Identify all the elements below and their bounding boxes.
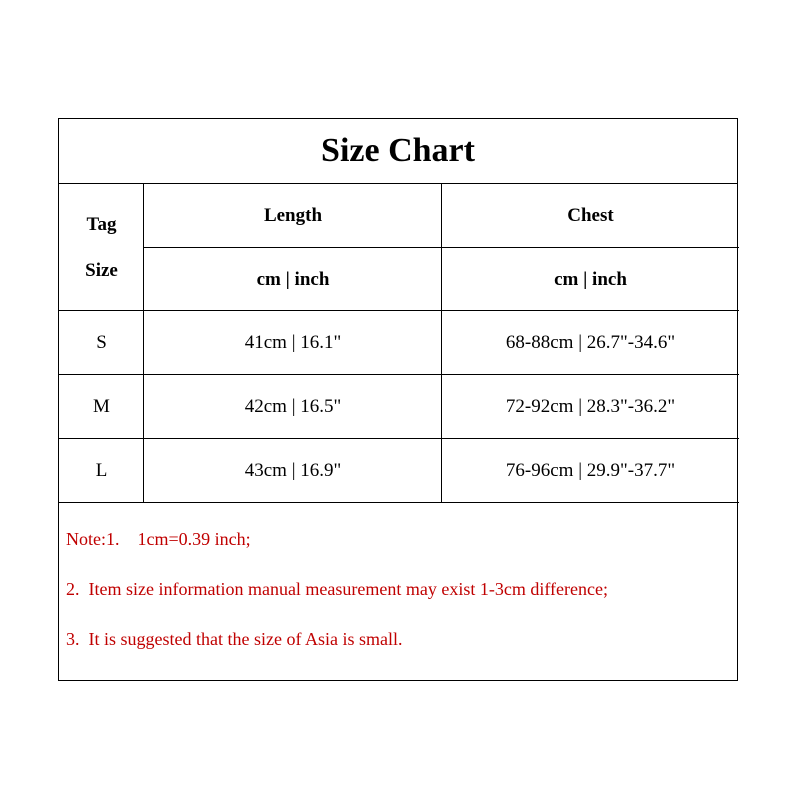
column-divider: [143, 184, 144, 503]
row-divider: [59, 374, 739, 375]
note-line: Note:1. 1cm=0.39 inch;: [66, 529, 251, 549]
table-row-length: 43cm | 16.9": [244, 460, 342, 481]
note-line: 3. It is suggested that the size of Asia is small.: [66, 629, 403, 649]
row-divider: [59, 438, 739, 439]
table-row-size: M: [93, 396, 110, 417]
size-chart-table: [58, 118, 738, 681]
table-row-chest: 76-96cm | 29.9"-37.7": [505, 460, 676, 481]
chest-header: Chest: [567, 205, 614, 226]
column-divider: [441, 184, 442, 503]
note-line: 2. Item size information manual measurement may exist 1-3cm difference;: [66, 579, 608, 599]
table-row-length: 41cm | 16.1": [244, 332, 342, 353]
size-header-label: Size: [85, 259, 118, 281]
length-header: Length: [263, 205, 323, 226]
length-unit-header: cm | inch: [256, 268, 330, 290]
table-row-length: 42cm | 16.5": [244, 396, 342, 417]
chest-unit-header: cm | inch: [554, 268, 627, 290]
chart-title: Size Chart: [59, 119, 737, 184]
table-row-chest: 68-88cm | 26.7"-34.6": [505, 332, 676, 353]
table-row-size: L: [95, 460, 108, 481]
notes-section: [59, 503, 737, 681]
row-divider: [59, 310, 739, 311]
tag-header-label: Tag: [86, 213, 117, 235]
table-row-chest: 72-92cm | 28.3"-36.2": [505, 396, 676, 417]
tag-size-header: [59, 184, 144, 311]
table-row-size: S: [96, 332, 107, 353]
